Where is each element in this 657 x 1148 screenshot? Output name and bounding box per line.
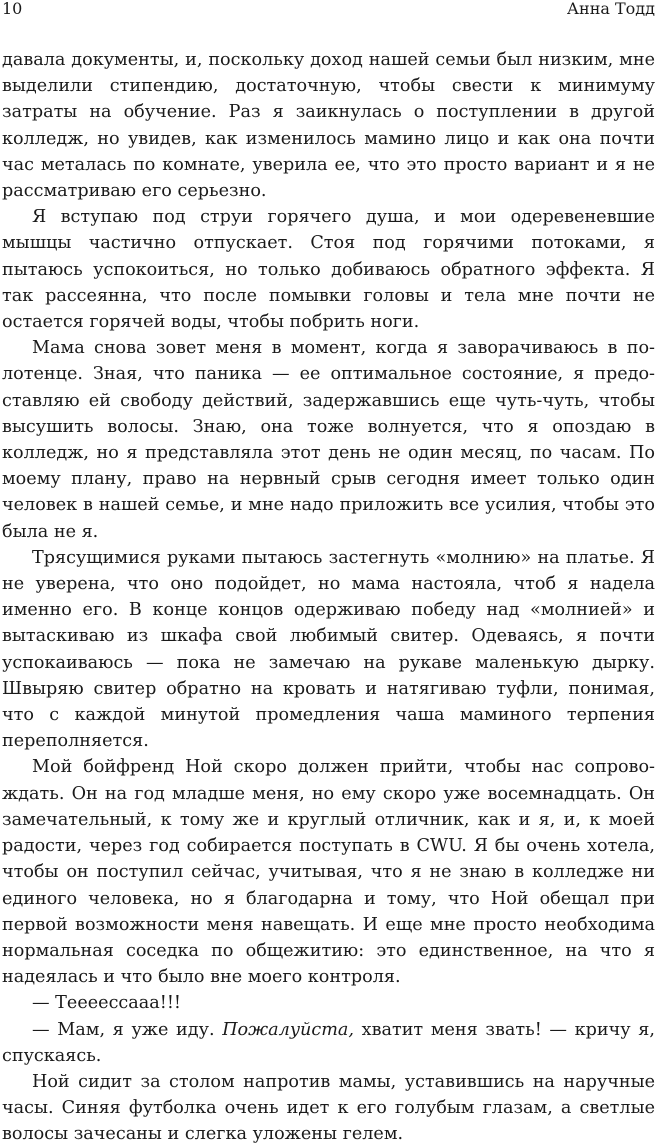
author-name: Анна Тодд <box>566 0 655 18</box>
body-text <box>2 47 655 1148</box>
dialogue-reply-end: хватит меня звать! — кричу я, спускаясь. <box>2 1019 655 1066</box>
dialogue-reply-start: — Мам, я уже иду. <box>32 1019 223 1040</box>
paragraph-2: Я вступаю под струи горячего душа, и мои одеревеневшие мышцы частично отпускает. Стоя под горячими потоками, я пытаюсь успокоиться, но только добиваюсь обратного эффекта. Я так рассеянна, что после помывки головы и тела мне почти не остается горячей воды, чтобы побрить ноги. <box>2 207 655 333</box>
dialogue-reply-italic: Пожалуйста, <box>222 1019 354 1040</box>
page-number: 10 <box>2 0 23 18</box>
dialogue-reply <box>2 1017 655 1069</box>
paragraph-1: давала документы, и, поскольку доход нашей семьи был низким, мне выделили стипендию, достаточную, чтобы свести к минимуму затраты на обучение. Раз я заикнулась о поступлении в другой колледж, но увидев, как изменилось мамино лицо и как она почти час металась по комнате, уверила ее, что это просто вариант и я не рассматриваю его серьезно. <box>2 50 655 202</box>
paragraph-5: Мой бойфренд Ной скоро должен прийти, чтобы нас сопровождать. Он на год младше меня, но ему скоро уже восемнадцать. Он замечательный, к тому же и круглый отличник, как и я, и, к моей радости, через год собирается поступать в CWU. Я бы очень хотела, чтобы он поступил сейчас, учитывая, что я не знаю в колледже ни единого человека, но я благодарна и тому, что Ной обещал при первой возможности меня навещать. И еще мне просто необходима нормальная соседка по общежитию: это единственное, на что я надеялась и что было вне моего контроля. <box>2 757 655 988</box>
paragraph-6: Ной сидит за столом напротив мамы, уставившись на наручные часы. Синяя футболка очень идет к его голубым глазам, а светлые волосы зачесаны и слегка уложены гелем. <box>2 1071 655 1145</box>
dialogue-call: — Теееессааа!!! <box>32 993 181 1014</box>
running-head <box>0 0 657 18</box>
paragraph-3: Мама снова зовет меня в момент, когда я заворачиваюсь в полотенце. Зная, что паника — ее оптимальное состояние, я предоставляю ей свободу действий, задержавшись еще чуть-чуть, чтобы высушить волосы. Знаю, она тоже волнуется, что я опоздаю в колледж, но я представляла этот день не один месяц, по часам. По моему плану, право на нервный срыв сегодня имеет только один человек в нашей семье, и мне надо приложить все усилия, чтобы это была не я. <box>2 338 655 542</box>
paragraph-4: Трясущимися руками пытаюсь застегнуть «молнию» на платье. Я не уверена, что оно подойдет, но мама настояла, чтоб я надела именно его. В конце концов одерживаю победу над «молнией» и вытаскиваю из шкафа свой любимый свитер. Одеваясь, я почти успокаиваюсь — пока не замечаю на рукаве маленькую дырку. Швыряю свитер обратно на кровать и натягиваю туфли, понимая, что с каждой минутой промедления чаша маминого терпения переполняется. <box>2 547 655 752</box>
